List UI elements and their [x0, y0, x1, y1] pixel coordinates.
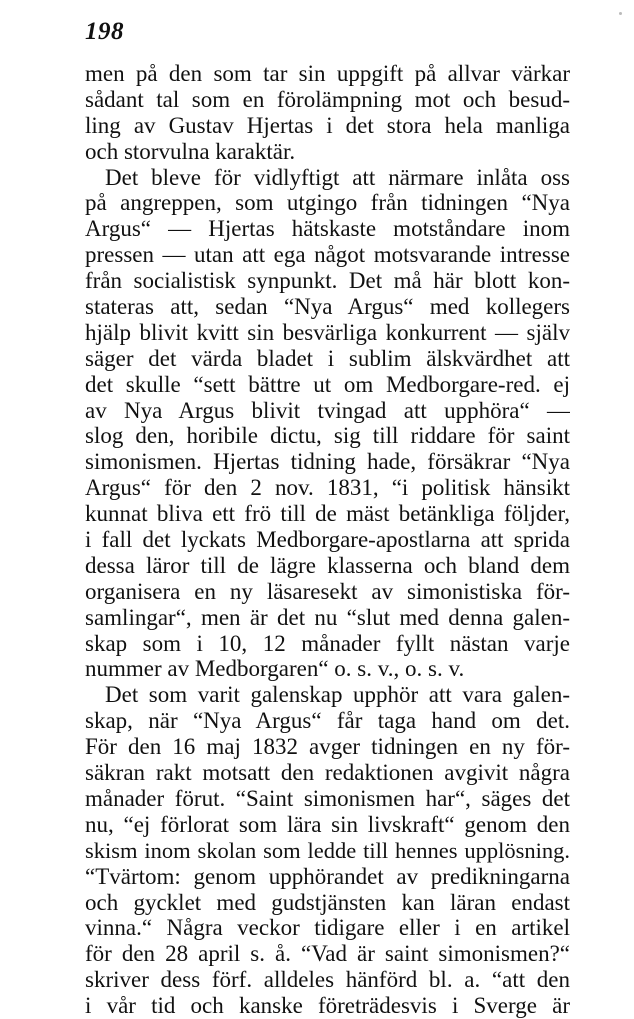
- text-line: från socialistisk synpunkt. Det må här blott kon-: [85, 268, 570, 294]
- text-line: säger det värda bladet i sublim älskvärdhet att: [85, 345, 570, 371]
- text-line: det skulle “sett bättre ut om Medborgare-red. ej: [85, 371, 570, 397]
- text-line: hjälp blivit kvitt sin besvärliga konkurrent — själv: [85, 319, 570, 345]
- text-line: kunnat bliva ett frö till de mäst betänkliga följder,: [85, 501, 570, 527]
- text-line: organisera en ny läsaresekt av simonistiska för-: [85, 578, 570, 604]
- text-line: för den 28 april s. å. “Vad är saint simonismen?“: [85, 941, 570, 967]
- text-line: i vår tid och kanske företrädesvis i Sverge är: [85, 993, 570, 1019]
- text-line: stateras att, sedan “Nya Argus“ med kollegers: [85, 294, 570, 320]
- text-line: vinna.“ Några veckor tidigare eller i en artikel: [85, 915, 570, 941]
- text-line: Det bleve för vidlyftigt att närmare inlåta oss: [105, 164, 570, 190]
- text-line: skism inom skolan som ledde till hennes upplösning.: [85, 837, 570, 863]
- text-line: skap, när “Nya Argus“ får taga hand om det.: [85, 708, 570, 734]
- text-line: För den 16 maj 1832 avger tidningen en ny för-: [85, 734, 570, 760]
- text-line: dessa läror till de lägre klasserna och bland dem: [85, 552, 570, 578]
- text-line: skap som i 10, 12 månader fyllt nästan varje: [85, 630, 570, 656]
- text-line: Det som varit galenskap upphör att vara galen-: [105, 682, 570, 708]
- text-line: men på den som tar sin uppgift på allvar värkar: [85, 61, 570, 86]
- text-line: simonismen. Hjertas tidning hade, försäkrar “Nya: [85, 449, 570, 475]
- page-number: 198: [85, 18, 124, 45]
- text-line: slog den, horibile dictu, sig till riddare för saint: [85, 423, 570, 449]
- text-line: Argus“ för den 2 nov. 1831, “i politisk hänsikt: [85, 475, 570, 501]
- text-line: samlingar“, men är det nu “slut med denna galen-: [85, 604, 570, 630]
- text-line: nu, “ej förlorat som lära sin livskraft“ genom den: [85, 811, 570, 837]
- text-line: Argus“ — Hjertas hätskaste motståndare inom: [85, 216, 570, 242]
- text-line: “Tvärtom: genom upphörandet av predikningarna: [85, 863, 570, 889]
- text-line: månader förut. “Saint simonismen har“, säges det: [85, 785, 570, 811]
- text-line: pressen — utan att ega något motsvarande intresse: [85, 242, 570, 268]
- text-line: i fall det lyckats Medborgare-apostlarna att sprida: [85, 527, 570, 553]
- text-line: på angreppen, som utgingo från tidningen “Nya: [85, 190, 570, 216]
- page-corner-speck: [619, 12, 622, 15]
- text-line: nummer av Medborgaren“ o. s. v., o. s. v.: [85, 656, 465, 682]
- text-line: sådant tal som en förolämpning mot och besud-: [85, 86, 570, 112]
- text-line: och storvulna karaktär.: [85, 138, 296, 164]
- text-line: och gycklet med gudstjänsten kan läran endast: [85, 889, 570, 915]
- text-line: ling av Gustav Hjertas i det stora hela manliga: [85, 112, 570, 138]
- text-line: skriver dess förf. alldeles hänförd bl. a. “att den: [85, 967, 570, 993]
- text-line: säkran rakt motsatt den redaktionen avgivit några: [85, 760, 570, 786]
- text-line: av Nya Argus blivit tvingad att upphöra“ —: [85, 397, 570, 423]
- body-text: [85, 61, 570, 1019]
